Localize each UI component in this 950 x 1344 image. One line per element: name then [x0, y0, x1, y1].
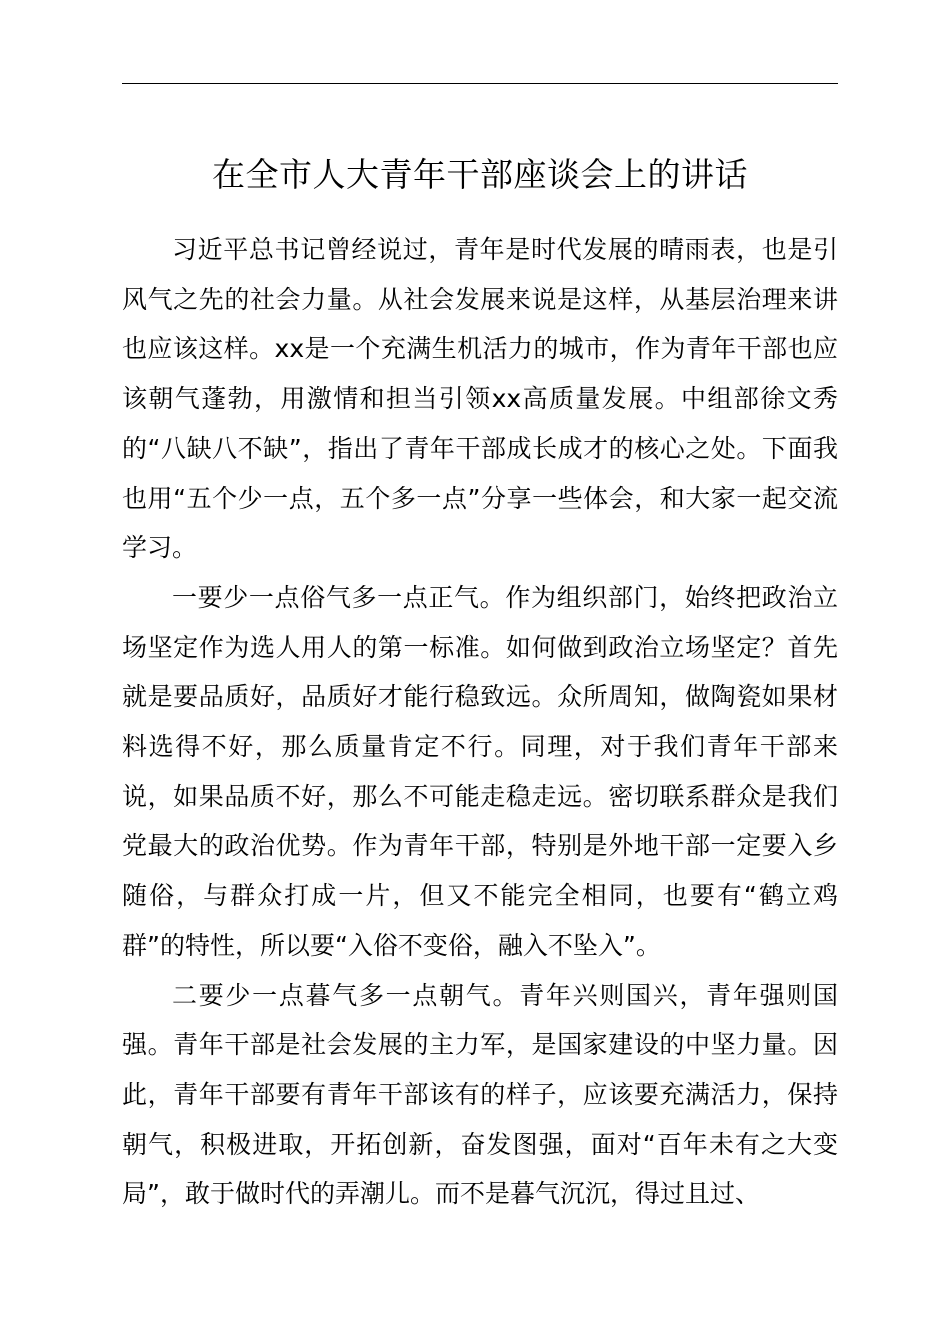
paragraph-point-one: 一要少一点俗气多一点正气。作为组织部门，始终把政治立场坚定作为选人用人的第一标准。如何做到政治立场坚定？首先就是要品质好，品质好才能行稳致远。众所周知，做陶瓷如果材料选得不好，那么质量肯定不行。同理，对于我们青年干部来说，如果品质不好，那么不可能走稳走远。密切联系群众是我们党最大的政治优势。作为青年干部，特别是外地干部一定要入乡随俗，与群众打成一片，但又不能完全相同，也要有“鹤立鸡群”的特性，所以要“入俗不变俗，融入不坠入”。	[122, 582, 838, 960]
document-title: 在全市人大青年干部座谈会上的讲话	[212, 155, 748, 194]
header-rule	[122, 83, 838, 84]
paragraph-point-two: 二要少一点暮气多一点朝气。青年兴则国兴，青年强则国强。青年干部是社会发展的主力军，是国家建设的中坚力量。因此，青年干部要有青年干部该有的样子，应该要充满活力，保持朝气，积极进取，开拓创新，奋发图强，面对“百年未有之大变局”，敢于做时代的弄潮儿。而不是暮气沉沉，得过且过、	[122, 980, 838, 1209]
paragraph-intro: 习近平总书记曾经说过，青年是时代发展的晴雨表，也是引风气之先的社会力量。从社会发展来说是这样，从基层治理来讲也应该这样。xx是一个充满生机活力的城市，作为青年干部也应该朝气蓬勃，用激情和担当引领xx高质量发展。中组部徐文秀的“八缺八不缺”，指出了青年干部成长成才的核心之处。下面我也用“五个少一点，五个多一点”分享一些体会，和大家一起交流学习。	[122, 235, 838, 563]
document-body	[122, 225, 838, 1219]
